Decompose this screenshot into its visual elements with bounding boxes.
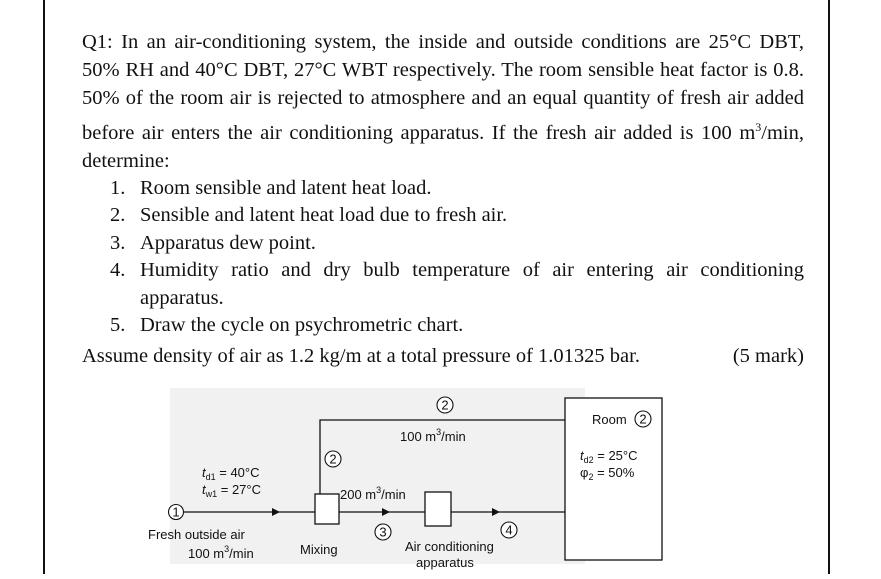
state-point-2-recirc-label: 2	[329, 451, 337, 467]
question-block	[82, 28, 804, 340]
state-point-3-label: 3	[379, 524, 387, 540]
question-intro-tail: /min, determine:	[82, 121, 804, 172]
assumption-text: Assume density of air as 1.2 kg/m at a total pressure of 1.01325 bar.	[82, 345, 640, 367]
ac-apparatus-box	[425, 492, 451, 526]
ac-system-diagram	[140, 384, 700, 574]
state-point-4-label: 4	[505, 522, 513, 538]
state-point-1-label: 1	[172, 504, 180, 520]
page-border-right	[828, 0, 830, 574]
list-item-text: Sensible and latent heat load due to fresh air.	[140, 204, 508, 227]
list-item	[82, 230, 804, 258]
page-border-left	[43, 0, 45, 574]
fresh-air-label: Fresh outside air	[148, 527, 245, 542]
outside-wbt-label: $t_{w1} = 27^\circ C$	[202, 482, 262, 499]
list-item-text: Room sensible and latent heat load.	[140, 176, 432, 199]
recirc-flow-label: 100 $m^3/\min$	[400, 427, 466, 444]
room-label: Room	[592, 412, 627, 427]
room-state-point-2-label: 2	[639, 411, 647, 427]
question-intro-sup: 3	[755, 119, 762, 134]
list-item-text: Humidity ratio and dry bulb temperature of air entering air conditioning apparatus.	[140, 259, 804, 309]
list-item	[82, 257, 804, 312]
list-item	[82, 175, 804, 203]
list-item	[82, 312, 804, 340]
list-item-number: 4.	[110, 259, 126, 282]
assumption-line	[82, 342, 804, 370]
list-item-number: 3.	[110, 231, 126, 254]
question-list	[82, 175, 804, 340]
mixing-box	[315, 494, 339, 524]
ac-apparatus-label-1: Air conditioning	[405, 539, 494, 554]
outside-dbt-label: $t_{d1} = 40^\circ C$	[202, 465, 260, 482]
marks-label: (5 mark)	[732, 345, 804, 367]
ac-apparatus-label-2: apparatus	[416, 555, 474, 570]
list-item-number: 5.	[110, 314, 126, 337]
list-item-text: Draw the cycle on psychrometric chart.	[140, 314, 464, 337]
question-intro	[82, 28, 804, 175]
state-point-2-top-label: 2	[441, 397, 449, 413]
list-item-number: 2.	[110, 204, 126, 227]
list-item	[82, 202, 804, 230]
room-rh-label: $\varphi_2 = 50\%$	[580, 465, 635, 482]
mixed-flow-label: 200 $m^3/\min$	[340, 485, 406, 502]
fresh-air-flow-label: 100 $m^3/\min$	[188, 544, 254, 561]
list-item-number: 1.	[110, 176, 126, 199]
list-item-text: Apparatus dew point.	[140, 231, 316, 254]
mixing-label: Mixing	[300, 542, 338, 557]
question-intro-text: Q1: In an air-conditioning system, the inside and outside conditions are 25°C DBT, 50% RH and 40°C DBT, 27°C WBT respectively. The room sensible heat factor is 0.8. 50% of the room air is rejected to atmosphere and an equal quantity of fresh air added before air enters the air conditioning apparatus. If the fresh air added is 100 m	[82, 31, 804, 144]
diagram-svg	[140, 384, 700, 574]
room-dbt-label: $t_{d2} = 25^\circ C$	[580, 448, 638, 465]
